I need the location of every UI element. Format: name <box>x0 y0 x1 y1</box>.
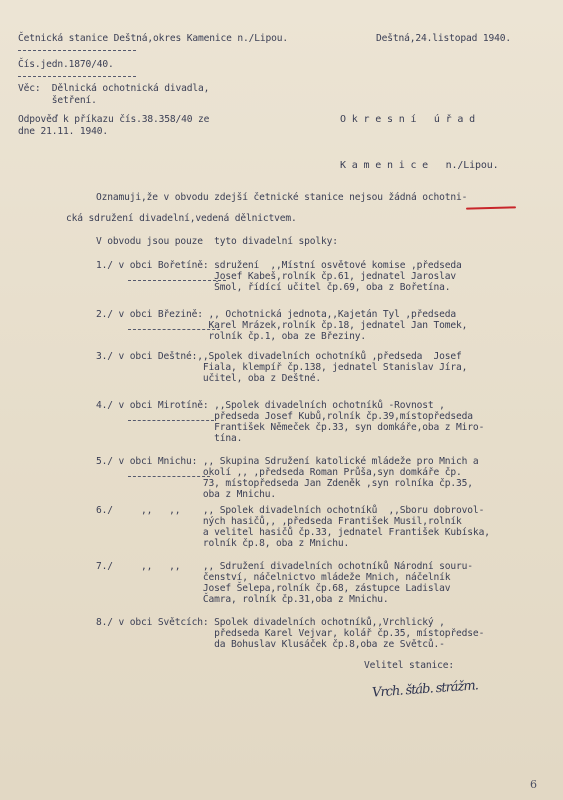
item-line: 6./ ,, ,, ,, Spolek divadelních ochotníků ,,Sboru dobrovol- <box>96 505 485 516</box>
item-line: okolí ,, ,předseda Roman Průša,syn domkáře čp. <box>96 467 462 478</box>
item-line: oba z Mnichu. <box>96 489 277 500</box>
separator <box>128 329 220 330</box>
item-line: učitel, oba z Deštné. <box>96 373 322 384</box>
intro-text: V obvodu jsou pouze tyto divadelní spolky: <box>96 236 338 247</box>
page-number: 6 <box>530 778 537 791</box>
separator <box>18 50 136 51</box>
addressee-town: K a m e n i c e n./Lipou. <box>340 160 499 171</box>
item-line: 1./ v obci Bořetíně: sdružení ,,Místní osvětové komise ,předseda <box>96 260 462 271</box>
handwritten-signature: Vrch. štáb. strážm. <box>371 678 479 701</box>
item-line: Šmol, řídící učitel čp.69, oba z Bořetína. <box>96 282 451 293</box>
item-line: čenství, náčelnictvo mládeže Mnich, náčelník <box>96 572 451 583</box>
item-line: Karel Mrázek,rolník čp.18, jednatel Jan Tomek, <box>96 320 468 331</box>
reply-reference: dne 21.11. 1940. <box>18 126 109 137</box>
item-line: da Bohuslav Klusáček čp.8,oba ze Světců.- <box>96 639 445 650</box>
separator <box>128 280 226 281</box>
station-heading: Četnická stanice Deštná,okres Kamenice n./Lipou. <box>18 33 289 44</box>
subject-line: šetření. <box>18 95 97 106</box>
item-line: 2./ v obci Březině: ,, Ochotnická jednota,,Kajetán Tyl ,předseda <box>96 309 457 320</box>
reply-reference: Odpověď k příkazu čís.38.358/40 ze <box>18 114 210 125</box>
item-line: rolník čp.8, oba z Mnichu. <box>96 538 350 549</box>
commander-label: Velitel stanice: <box>364 660 455 671</box>
item-line: 3./ v obci Deštné:,,Spolek divadelních ochotníků ,předseda Josef <box>96 351 462 362</box>
item-line: Josef Kabeš,rolník čp.61, jednatel Jaroslav <box>96 271 457 282</box>
item-line: Josef Šelepa,rolník čp.68, zástupce Ladislav <box>96 583 451 594</box>
item-line: předseda Karel Vejvar, kolář čp.35, místopředse- <box>96 628 485 639</box>
red-underline <box>466 206 516 209</box>
item-line: rolník čp.1, oba ze Březiny. <box>96 331 367 342</box>
document-date: Deštná,24.listopad 1940. <box>376 33 512 44</box>
item-line: František Němeček čp.33, syn domkáře,oba z Miro- <box>96 422 485 433</box>
item-line: 8./ v obci Světcích: Spolek divadelních ochotníků,,Vrchlický , <box>96 617 445 628</box>
subject-line: Věc: Dělnická ochotnická divadla, <box>18 83 210 94</box>
reference-number: Čís.jedn.1870/40. <box>18 59 114 70</box>
intro-text: cká sdružení divadelní,vedená dělnictvem. <box>66 213 297 224</box>
separator <box>128 476 210 477</box>
separator <box>18 76 136 77</box>
intro-text: Oznamuji,že v obvodu zdejší četnické stanice nejsou žádná ochotni- <box>96 192 468 203</box>
item-line: Fiala, klempíř čp.138, jednatel Stanislav Jíra, <box>96 362 468 373</box>
separator <box>128 420 214 421</box>
item-line: předseda Josef Kubů,rolník čp.39,místopředseda <box>96 411 473 422</box>
item-line: 73, místopředseda Jan Zdeněk ,syn rolníka čp.35, <box>96 478 473 489</box>
item-line: a velitel hasičů čp.33, jednatel František Kubíska, <box>96 527 490 538</box>
item-line: tína. <box>96 433 243 444</box>
item-line: 5./ v obci Mnichu: ,, Skupina Sdružení katolické mládeže pro Mnich a <box>96 456 479 467</box>
item-line: 4./ v obci Mirotíně: ,,Spolek divadelních ochotníků -Rovnost , <box>96 400 445 411</box>
item-line: Čamra, rolník čp.31,oba z Mnichu. <box>96 594 389 605</box>
addressee-office: O k r e s n í ú ř a d <box>340 114 476 125</box>
item-line: ných hasičů,, ,předseda František Musil,rolník <box>96 516 462 527</box>
item-line: 7./ ,, ,, ,, Sdružení divadelních ochotníků Národní souru- <box>96 561 473 572</box>
